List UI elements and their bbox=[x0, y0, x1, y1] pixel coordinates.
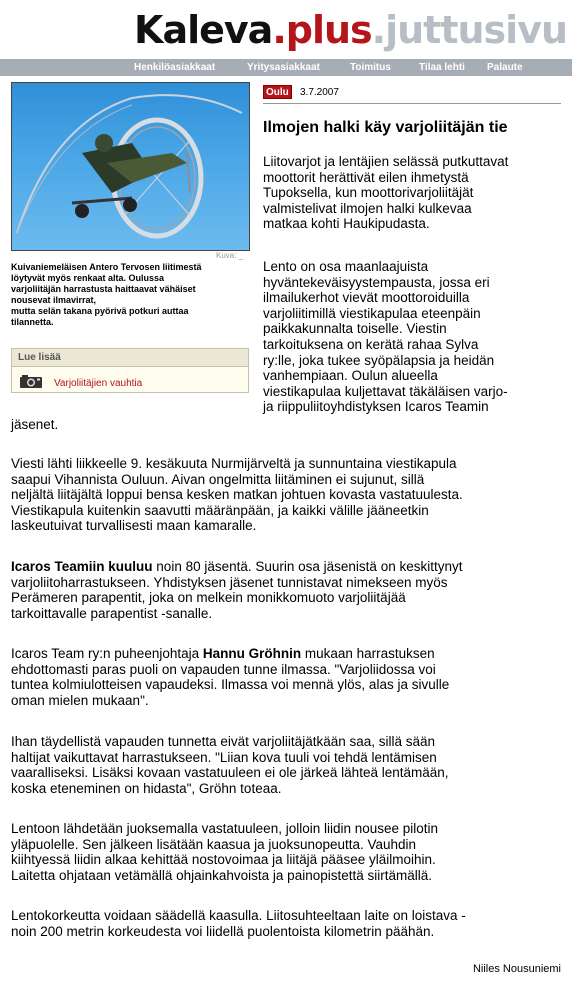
nav-palaute[interactable]: Palaute bbox=[487, 62, 523, 73]
caption-line: tilannetta. bbox=[11, 317, 54, 327]
text-line: varjoliitimillä viestikapulaa eteenpäin bbox=[263, 305, 481, 321]
text-line: ry:lle, joka tukee syöpälapsia ja heidän bbox=[263, 352, 495, 368]
text-line: moottorit herättivät eilen ihmetystä bbox=[263, 169, 469, 185]
bold-name: Hannu Gröhnin bbox=[202, 646, 302, 661]
paragraph-2 bbox=[263, 259, 508, 415]
text-line: matkaa kohti Haukipudasta. bbox=[263, 216, 430, 232]
nav-henkiloasiakkaat[interactable]: Henkilöasiakkaat bbox=[134, 62, 216, 73]
nav-tilaa-lehti[interactable]: Tilaa lehti bbox=[419, 62, 465, 73]
paragraph-8 bbox=[11, 908, 466, 939]
site-logo[interactable] bbox=[134, 8, 567, 52]
logo-kaleva: Kaleva bbox=[134, 8, 273, 52]
paragraph-4 bbox=[11, 559, 462, 621]
read-more-title: Lue lisää bbox=[12, 349, 248, 367]
text-line: Lentokorkeutta voidaan säädellä kaasulla. Liitosuhteeltaan laite on loistava - bbox=[11, 908, 466, 923]
text-line: jäsenet. bbox=[11, 417, 59, 432]
caption-line: löytyvät myös renkaat alta. Oulussa bbox=[11, 273, 165, 283]
text-line: varjoliitoharrastukseen. Yhdistyksen jäsenet tunnistavat nimekseen myös bbox=[11, 574, 448, 590]
text-line: neljältä liitäjältä loppui bensa kesken matkan johtuen kovasta vastatuulesta. bbox=[11, 487, 463, 503]
text-line: haltijat vaikuttavat harrastukseen. "Liian kova tuuli voi tehdä lentämisen bbox=[11, 749, 437, 765]
read-more-box bbox=[11, 348, 249, 393]
header-divider bbox=[263, 103, 561, 104]
text-line: kiihtyessä liidin alkaa kehittää nostovoimaa ja liitäjä pääsee yläilmoihin. bbox=[11, 852, 436, 868]
camera-icon bbox=[19, 373, 43, 389]
text-line: ilmailukerhot vievät moottoroiduilla bbox=[263, 290, 470, 306]
section-badge[interactable]: Oulu bbox=[263, 85, 292, 99]
photo-credit: Kuva: _ bbox=[216, 251, 244, 260]
text-line: vaaralliseksi. Lisäksi kovaan vastatuuleen ei ole järkeä lähteä lentämään, bbox=[11, 765, 449, 781]
text-line: Ihan täydellistä vapauden tunnetta eivät varjoliitäjätkään saa, sillä sään bbox=[11, 734, 436, 749]
bold-lead: Icaros Teamiin kuuluu bbox=[11, 559, 153, 574]
text-line: hyväntekeväisyystempausta, jossa eri bbox=[263, 274, 490, 290]
paragraph-3 bbox=[11, 456, 463, 534]
read-more-link[interactable]: Varjoliitäjien vauhtia bbox=[54, 378, 143, 389]
text-line: valmistelivat ilmojen halki kulkevaa bbox=[263, 200, 472, 216]
nav-toimitus[interactable]: Toimitus bbox=[350, 62, 391, 73]
text-line: vanhempiaan. Oulun alueella bbox=[263, 368, 438, 384]
paragraph-7 bbox=[11, 821, 438, 883]
text-line bbox=[11, 646, 449, 662]
paragraph-6 bbox=[11, 734, 449, 796]
text-line: tarkoituksena on kerätä rahaa Sylva bbox=[263, 336, 479, 352]
article-headline: Ilmojen halki käy varjoliitäjän tie bbox=[263, 119, 508, 136]
text-line: saapui Vihannista Ouluun. Aivan ongelmitta liitäminen ei sujunut, sillä bbox=[11, 471, 425, 487]
text-line: viestikapulaa kuljettavat täkäläisen varjo- bbox=[263, 383, 508, 399]
top-nav bbox=[0, 59, 572, 76]
text-line: Lentoon lähdetään juoksemalla vastatuuleen, jolloin liidin nousee pilotin bbox=[11, 821, 439, 836]
logo-dot: . bbox=[272, 8, 286, 52]
masthead bbox=[0, 0, 572, 58]
text-line: tuntea kolmiulotteisen vapaudeksi. Ilmassa voi mennä ylös, alas ja sivulle bbox=[11, 677, 450, 693]
article-date: 3.7.2007 bbox=[300, 87, 339, 98]
text-line: Perämeren parapentit, joka on melkein monikkomuoto varjoliitäjää bbox=[11, 590, 406, 606]
text-line: tarkoittavalle parapentist -sanalle. bbox=[11, 605, 213, 621]
text-line: ja riippuliitoyhdistyksen Icaros Teamin bbox=[263, 399, 489, 415]
text-line: Lento on osa maanlaajuista bbox=[263, 259, 429, 274]
caption-line: mutta selän takana pyörivä potkuri auttaa bbox=[11, 306, 189, 316]
text-line: Viestikapula kuitenkin saavutti määränpään, ja kaikki välille jääneetkin bbox=[11, 502, 429, 518]
text-line: Liitovarjot ja lentäjien selässä putkuttavat bbox=[263, 154, 509, 169]
caption-line: nousevat ilmavirrat, bbox=[11, 295, 97, 305]
text-line: oman mielen mukaan". bbox=[11, 692, 149, 708]
text-run: mukaan harrastuksen bbox=[301, 646, 435, 661]
photo-caption bbox=[11, 262, 251, 328]
text-line: Tupoksella, kun moottorivarjoliitäjät bbox=[263, 185, 474, 201]
caption-line: Kuivaniemeläisen Antero Tervosen liitimestä bbox=[11, 262, 202, 272]
text-line: koska eteneminen on hidasta", Gröhn toteaa. bbox=[11, 780, 282, 796]
paragraph-5 bbox=[11, 646, 449, 708]
caption-line: varjoliitäjän harrastusta haittaavat vähäiset bbox=[11, 284, 196, 294]
text-line: noin 200 metrin korkeudesta voi liidellä puolentoista kilometrin päähän. bbox=[11, 923, 435, 939]
nav-yritysasiakkaat[interactable]: Yritysasiakkaat bbox=[247, 62, 320, 73]
text-line: Laitetta ohjataan vetämällä ohjainkahvoista ja painopistettä siirtämällä. bbox=[11, 867, 433, 883]
text-line: laskeutuivat turvallisesti maan kamaralle. bbox=[11, 518, 257, 534]
text-line: yläpuolelle. Sen jälkeen lisätään kaasua ja juoksunopeutta. Vauhdin bbox=[11, 836, 417, 852]
logo-plus: plus bbox=[285, 8, 372, 52]
paramotor-photo-illustration bbox=[12, 83, 250, 251]
article-author: Niiles Nousuniemi bbox=[472, 963, 561, 975]
logo-dot-2: . bbox=[371, 8, 386, 52]
article-photo bbox=[11, 82, 250, 251]
paragraph-2-end bbox=[11, 417, 58, 433]
paragraph-1 bbox=[263, 154, 508, 232]
text-line bbox=[11, 559, 462, 575]
text-line: ehdottomasti paras puoli on vapauden tunne ilmassa. "Varjoliidossa voi bbox=[11, 661, 436, 677]
text-line: paikkakunnalta toiselle. Viestin bbox=[263, 321, 447, 337]
logo-juttusivu: juttusivu bbox=[385, 8, 568, 52]
text-run: Icaros Team ry:n puheenjohtaja bbox=[11, 646, 203, 661]
text-run: noin 80 jäsentä. Suurin osa jäsenistä on keskittynyt bbox=[152, 559, 463, 574]
text-line: Viesti lähti liikkeelle 9. kesäkuuta Nurmijärveltä ja sunnuntaina viestikapula bbox=[11, 456, 457, 471]
